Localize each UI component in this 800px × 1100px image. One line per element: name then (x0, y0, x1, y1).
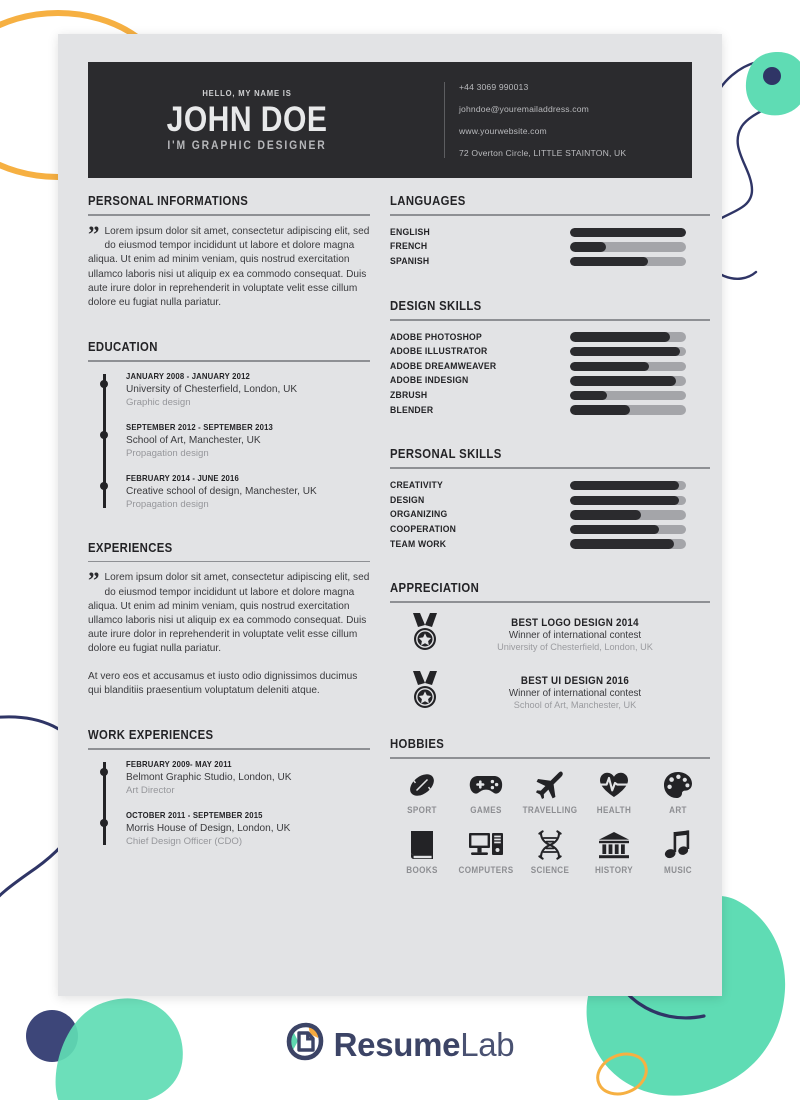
section-title: APPRECIATION (390, 581, 480, 596)
skill-track (570, 481, 686, 490)
contact-website: www.yourwebsite.com (459, 126, 547, 136)
airplane-icon (518, 768, 582, 802)
section-education (88, 340, 370, 511)
section-title: PERSONAL SKILLS (390, 447, 502, 462)
skill-fill (570, 539, 674, 548)
skill-fill (570, 228, 686, 237)
skill-track (570, 376, 686, 385)
skill-row (390, 240, 710, 255)
hobby-label: SPORT (407, 805, 437, 816)
education-date: FEBRUARY 2014 - JUNE 2016 (126, 472, 239, 483)
skill-fill (570, 405, 630, 414)
appreciation-text (460, 675, 710, 710)
contact-email: johndoe@youremailaddress.com (459, 104, 589, 114)
work-company: Morris House of Design, London, UK (126, 822, 291, 834)
brand-footer (0, 1022, 800, 1067)
skill-row (390, 254, 710, 269)
brand-wordmark (334, 1026, 515, 1064)
hobby-label: BOOKS (406, 865, 438, 876)
section-title: EDUCATION (88, 340, 158, 355)
award-title: BEST UI DESIGN 2016 (520, 675, 630, 688)
skill-label: CREATIVITY (390, 480, 443, 492)
skill-row (390, 537, 710, 552)
hobby-label: SCIENCE (530, 865, 570, 876)
header-contacts (444, 82, 626, 158)
personal-informations-body (88, 222, 370, 310)
award-org: School of Art, Manchester, UK (513, 700, 637, 711)
medal-icon (390, 670, 460, 715)
book-icon (390, 828, 454, 862)
hobby-item (646, 828, 710, 875)
skill-row (390, 359, 710, 374)
skill-row (390, 493, 710, 508)
skill-track (570, 539, 686, 548)
skill-label: ADOBE INDESIGN (390, 375, 469, 387)
section-experiences (88, 541, 370, 698)
skill-label: ORGANIZING (390, 509, 448, 521)
skill-label: FRENCH (390, 241, 428, 253)
timeline-dot-icon (100, 431, 108, 439)
section-hobbies (390, 737, 710, 888)
resume-header (88, 62, 692, 178)
education-field: Graphic design (126, 396, 191, 408)
section-divider (88, 561, 370, 563)
section-personal-skills (390, 447, 710, 551)
header-identity (88, 88, 388, 152)
education-item (126, 371, 370, 409)
header-greeting: HELLO, MY NAME IS (202, 87, 292, 98)
hobby-label: HEALTH (596, 805, 632, 816)
skill-fill (570, 481, 679, 490)
skill-row (390, 388, 710, 403)
skill-row (390, 478, 710, 493)
skill-track (570, 496, 686, 505)
skill-track (570, 391, 686, 400)
hobby-item (518, 768, 582, 815)
skill-track (570, 405, 686, 414)
skill-row (390, 374, 710, 389)
appreciation-item (390, 670, 710, 715)
hobby-item (646, 768, 710, 815)
section-title: LANGUAGES (390, 194, 466, 208)
skill-label: COOPERATION (390, 523, 457, 535)
section-divider (88, 360, 370, 362)
skill-fill (570, 510, 641, 519)
skill-label: ADOBE PHOTOSHOP (390, 331, 482, 343)
timeline-dot-icon (100, 482, 108, 490)
education-place: Creative school of design, Manchester, UK (126, 485, 317, 497)
contact-phone: +44 3069 990013 (459, 82, 529, 92)
education-timeline (88, 371, 370, 511)
education-place: School of Art, Manchester, UK (126, 434, 261, 446)
skill-fill (570, 376, 676, 385)
hobby-item (390, 768, 454, 815)
quote-mark-icon: ” (88, 568, 100, 594)
education-date: SEPTEMBER 2012 - SEPTEMBER 2013 (126, 421, 274, 432)
section-title: WORK EXPERIENCES (88, 728, 214, 743)
dna-icon (518, 828, 582, 862)
skill-label: TEAM WORK (390, 538, 447, 550)
skill-label: ZBRUSH (390, 389, 428, 401)
education-field: Propagation design (126, 447, 209, 459)
education-item (126, 422, 370, 460)
skill-row (390, 225, 710, 240)
skill-track (570, 257, 686, 266)
education-date: JANUARY 2008 - JANUARY 2012 (126, 370, 251, 381)
skill-label: DESIGN (390, 494, 425, 506)
work-role: Art Director (126, 784, 175, 796)
skill-fill (570, 257, 648, 266)
skill-fill (570, 242, 606, 251)
contact-address: 72 Overton Circle, LITTLE STAINTON, UK (459, 148, 627, 158)
skill-label: SPANISH (390, 255, 430, 267)
palette-icon (646, 768, 710, 802)
section-title: EXPERIENCES (88, 540, 173, 555)
skill-label: ADOBE ILLUSTRATOR (390, 346, 488, 358)
section-title: PERSONAL INFORMATIONS (88, 194, 249, 208)
experiences-text: Lorem ipsum dolor sit amet, consectetur adipiscing elit, sed do eiusmod tempor incididunt ut labore et dolore magna aliqua. Ut enim ad minim veniam, quis nostrud exercitation ullamco laboris nisi ut aliquip ex ea commodo consequat. Duis aute irure dolor in reprehenderit in voluptate velit esse cillum dolore eu fugiat nulla pariatur. (88, 572, 370, 655)
skill-fill (570, 332, 670, 341)
hobby-label: MUSIC (664, 865, 692, 876)
skill-track (570, 242, 686, 251)
hobby-item (454, 768, 518, 815)
work-timeline (88, 759, 370, 848)
hobby-item (582, 828, 646, 875)
skill-row (390, 508, 710, 523)
education-field: Propagation design (126, 498, 209, 510)
skill-track (570, 362, 686, 371)
skill-label: BLENDER (390, 404, 434, 416)
skill-row (390, 330, 710, 345)
heart-pulse-icon (582, 768, 646, 802)
section-appreciation (390, 581, 710, 715)
timeline-dot-icon (100, 819, 108, 827)
experiences-body-secondary: At vero eos et accusamus et iusto odio dignissimos ducimus qui blanditiis praesentium voluptatum deleniti atque. (88, 670, 358, 696)
education-place: University of Chesterfield, London, UK (126, 383, 298, 395)
section-divider (390, 757, 710, 759)
skill-row (390, 344, 710, 359)
section-personal-informations (88, 194, 370, 310)
hobby-label: HISTORY (594, 865, 634, 876)
resume-sheet (58, 34, 722, 996)
personal-skills-list (390, 478, 710, 551)
languages-list (390, 225, 710, 269)
quote-mark-icon: ” (88, 222, 100, 247)
skill-track (570, 510, 686, 519)
section-divider (88, 748, 370, 750)
hobby-label: ART (669, 805, 687, 816)
appreciation-text (460, 617, 710, 652)
section-work-experiences (88, 728, 370, 848)
education-item (126, 473, 370, 511)
section-divider (390, 467, 710, 469)
skill-row (390, 522, 710, 537)
right-column (390, 194, 710, 888)
skill-label: ENGLISH (390, 226, 430, 238)
section-divider (390, 601, 710, 603)
section-divider (390, 214, 710, 216)
award-note: Winner of international contest (508, 630, 642, 642)
timeline-dot-icon (100, 380, 108, 388)
skill-fill (570, 362, 649, 371)
work-company: Belmont Graphic Studio, London, UK (126, 771, 292, 783)
skill-label: ADOBE DREAMWEAVER (390, 360, 497, 372)
candidate-role: I'M GRAPHIC DESIGNER (167, 140, 327, 153)
hobby-label: TRAVELLING (522, 805, 578, 816)
skill-track (570, 332, 686, 341)
football-icon (390, 768, 454, 802)
award-org: University of Chesterfield, London, UK (497, 642, 653, 653)
skill-fill (570, 496, 679, 505)
section-divider (390, 319, 710, 321)
hobby-label: COMPUTERS (458, 865, 514, 876)
award-title: BEST LOGO DESIGN 2014 (511, 617, 639, 630)
skill-fill (570, 391, 607, 400)
hobby-item (518, 828, 582, 875)
resumelab-document-icon (286, 1022, 324, 1067)
section-divider (88, 214, 370, 216)
skill-fill (570, 347, 680, 356)
navy-dot-top-right (763, 67, 781, 85)
experiences-body (88, 568, 370, 656)
hobby-label: GAMES (470, 805, 502, 816)
skill-track (570, 228, 686, 237)
work-item (126, 759, 370, 797)
hobby-item (582, 768, 646, 815)
left-column (88, 194, 370, 848)
section-title: DESIGN SKILLS (390, 298, 482, 313)
work-date: FEBRUARY 2009- MAY 2011 (126, 758, 232, 769)
brand-name-bold: Resume (333, 1025, 461, 1063)
skill-fill (570, 525, 659, 534)
brand-name-light: Lab (460, 1025, 515, 1063)
music-note-icon (646, 828, 710, 862)
design-skills-list (390, 330, 710, 418)
hobbies-grid (390, 768, 710, 888)
work-date: OCTOBER 2011 - SEPTEMBER 2015 (126, 809, 263, 820)
skill-row (390, 403, 710, 418)
hobby-item (390, 828, 454, 875)
candidate-name: JOHN DOE (166, 99, 328, 139)
work-item (126, 810, 370, 848)
work-role: Chief Design Officer (CDO) (126, 835, 243, 847)
gamepad-icon (454, 768, 518, 802)
personal-informations-text: Lorem ipsum dolor sit amet, consectetur adipiscing elit, sed do eiusmod tempor incididunt ut labore et dolore magna aliqua. Ut enim ad minim veniam, quis nostrud exercitation ullamco laboris nisi ut aliquip ex ea commodo consequat. Duis aute irure dolor in reprehenderit in voluptate velit esse cillum dolore eu fugiat nulla pariatur. (88, 226, 370, 309)
hobby-item (454, 828, 518, 875)
desktop-computer-icon (454, 828, 518, 862)
section-design-skills (390, 299, 710, 418)
museum-icon (582, 828, 646, 862)
medal-icon (390, 612, 460, 657)
skill-track (570, 525, 686, 534)
skill-track (570, 347, 686, 356)
section-languages (390, 194, 710, 269)
section-title: HOBBIES (390, 737, 445, 752)
award-note: Winner of international contest (508, 688, 642, 700)
timeline-dot-icon (100, 768, 108, 776)
appreciation-item (390, 612, 710, 657)
